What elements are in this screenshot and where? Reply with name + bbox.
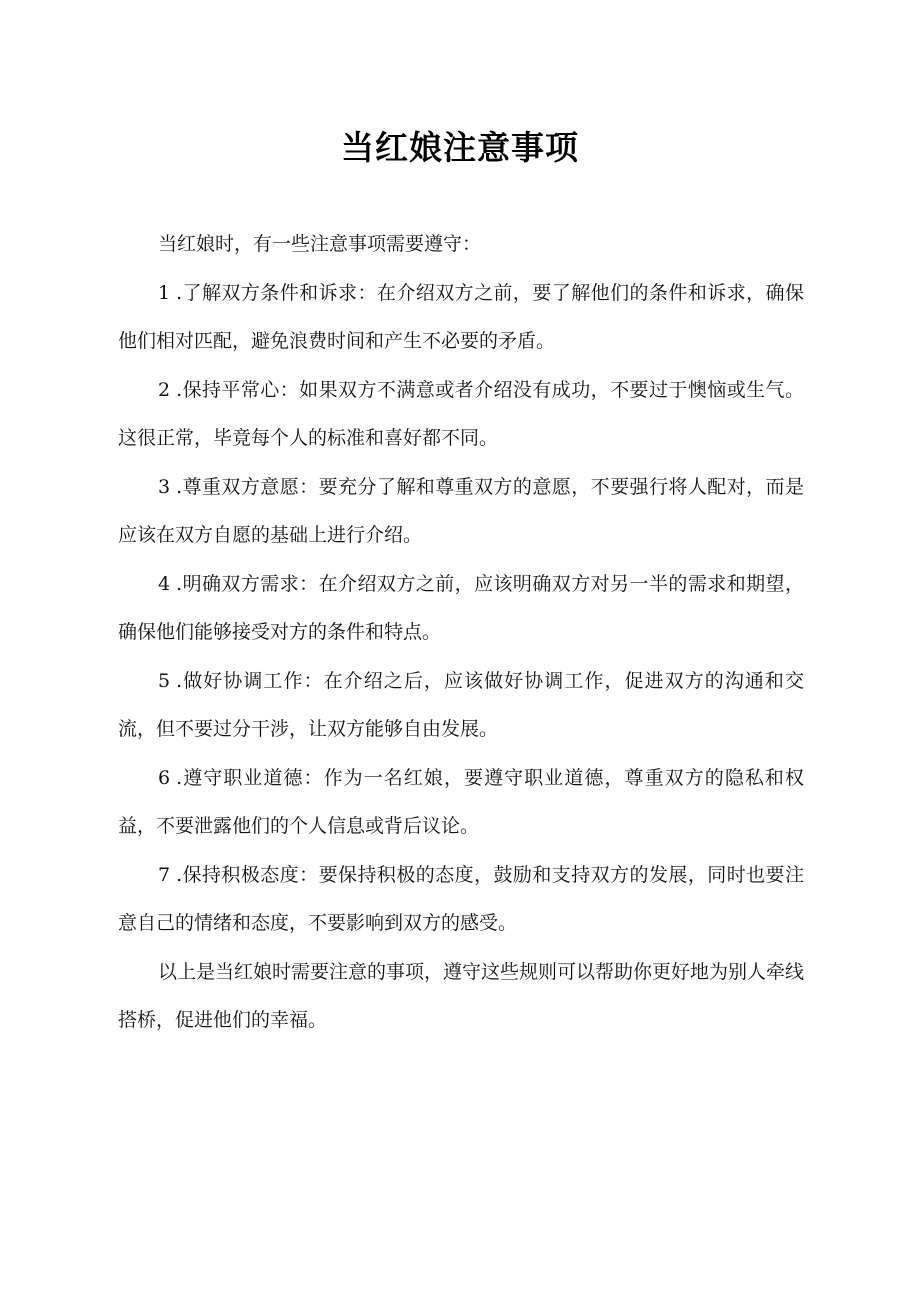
intro-paragraph: 当红娘时，有一些注意事项需要遵守： <box>158 233 482 255</box>
item-number: 1 <box>158 281 171 304</box>
list-item <box>118 366 804 463</box>
item-text: .明确双方需求：在介绍双方之前，应该明确双方对另一半的需求和期望，确保他们能够接受对方的条件和特点。 <box>118 572 804 643</box>
item-text: .做好协调工作：在介绍之后，应该做好协调工作，促进双方的沟通和交流，但不要过分干涉，让双方能够自由发展。 <box>118 669 804 740</box>
item-text: .保持平常心：如果双方不满意或者介绍没有成功，不要过于懊恼或生气。这很正常，毕竟每个人的标准和喜好都不同。 <box>118 378 804 449</box>
item-number: 6 <box>158 766 171 789</box>
item-number: 2 <box>158 378 171 401</box>
item-number: 5 <box>158 669 171 692</box>
item-text: .了解双方条件和诉求：在介绍双方之前，要了解他们的条件和诉求，确保他们相对匹配，避免浪费时间和产生不必要的矛盾。 <box>118 281 804 352</box>
list-item <box>118 560 804 657</box>
item-text: .遵守职业道德：作为一名红娘，要遵守职业道德，尊重双方的隐私和权益，不要泄露他们的个人信息或背后议论。 <box>118 766 804 837</box>
list-item <box>118 754 804 851</box>
item-text: .保持积极态度：要保持积极的态度，鼓励和支持双方的发展，同时也要注意自己的情绪和态度，不要影响到双方的感受。 <box>118 863 804 934</box>
list-item <box>118 463 804 560</box>
item-number: 7 <box>158 863 171 886</box>
item-number: 3 <box>158 475 171 498</box>
page-title: 当红娘注意事项 <box>341 128 579 167</box>
list-item <box>118 269 804 366</box>
conclusion-paragraph: 以上是当红娘时需要注意的事项，遵守这些规则可以帮助你更好地为别人牵线搭桥，促进他们的幸福。 <box>118 960 805 1031</box>
item-text: .尊重双方意愿：要充分了解和尊重双方的意愿，不要强行将人配对，而是应该在双方自愿的基础上进行介绍。 <box>118 475 804 546</box>
document-body <box>118 220 804 1045</box>
item-number: 4 <box>158 572 171 595</box>
list-item <box>118 657 804 754</box>
list-item <box>118 851 804 948</box>
